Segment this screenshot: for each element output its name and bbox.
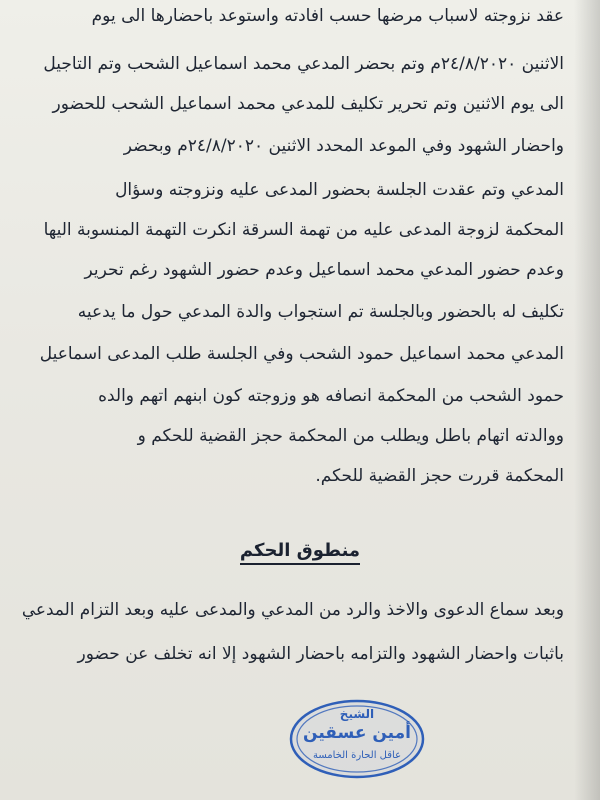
verdict-heading: [0, 540, 600, 565]
official-stamp: [288, 698, 426, 780]
body-line-6: المحكمة لزوجة المدعى عليه من تهمة السرقة انكرت التهمة المنسوبة اليها: [43, 220, 564, 240]
stamp-name: أمين عسقين: [303, 723, 411, 743]
page-edge-shadow: [574, 0, 600, 800]
body-line-2: الاثنين ٢٤/٨/٢٠٢٠م وتم بحضر المدعي محمد اسماعيل الشحب وتم التاجيل: [43, 54, 564, 74]
stamp-role: عاقل الحارة الخامسة: [312, 750, 402, 761]
body-line-10: حمود الشحب من المحكمة انصافه هو وزوجته كون ابنهم اتهم والده: [98, 386, 564, 406]
body-line-4: واحضار الشهود وفي الموعد المحدد الاثنين ٢٤/٨/٢٠٢٠م وبحضر: [123, 136, 564, 156]
verdict-line-2: باثبات واحضار الشهود والتزامه باحضار الشهود إلا انه تخلف عن حضور: [77, 644, 564, 664]
body-line-11: ووالدته اتهام باطل ويطلب من المحكمة حجز القضية للحكم و: [137, 426, 564, 446]
body-line-5: المدعي وتم عقدت الجلسة بحضور المدعى عليه ونزوجته وسؤال: [115, 180, 564, 200]
body-line-8: تكليف له بالحضور وبالجلسة تم استجواب والدة المدعي حول ما يدعيه: [77, 302, 564, 322]
verdict-heading-text: منطوق الحكم: [240, 540, 360, 565]
stamp-title: الشيخ: [339, 707, 375, 721]
body-line-7: وعدم حضور المدعي محمد اسماعيل وعدم حضور الشهود رغم تحرير: [84, 260, 564, 280]
body-line-3: الى يوم الاثنين وتم تحرير تكليف للمدعي محمد اسماعيل الشحب للحضور: [52, 94, 564, 114]
body-line-12: المحكمة قررت حجز القضية للحكم.: [315, 466, 564, 486]
body-line-1: عقد نزوجته لاسباب مرضها حسب افادته واستوعد باحضارها الى يوم: [91, 6, 564, 26]
verdict-line-1: وبعد سماع الدعوى والاخذ والرد من المدعي والمدعى عليه وبعد التزام المدعي: [21, 600, 564, 620]
body-line-9: المدعي محمد اسماعيل حمود الشحب وفي الجلسة طلب المدعى اسماعيل: [39, 344, 564, 364]
